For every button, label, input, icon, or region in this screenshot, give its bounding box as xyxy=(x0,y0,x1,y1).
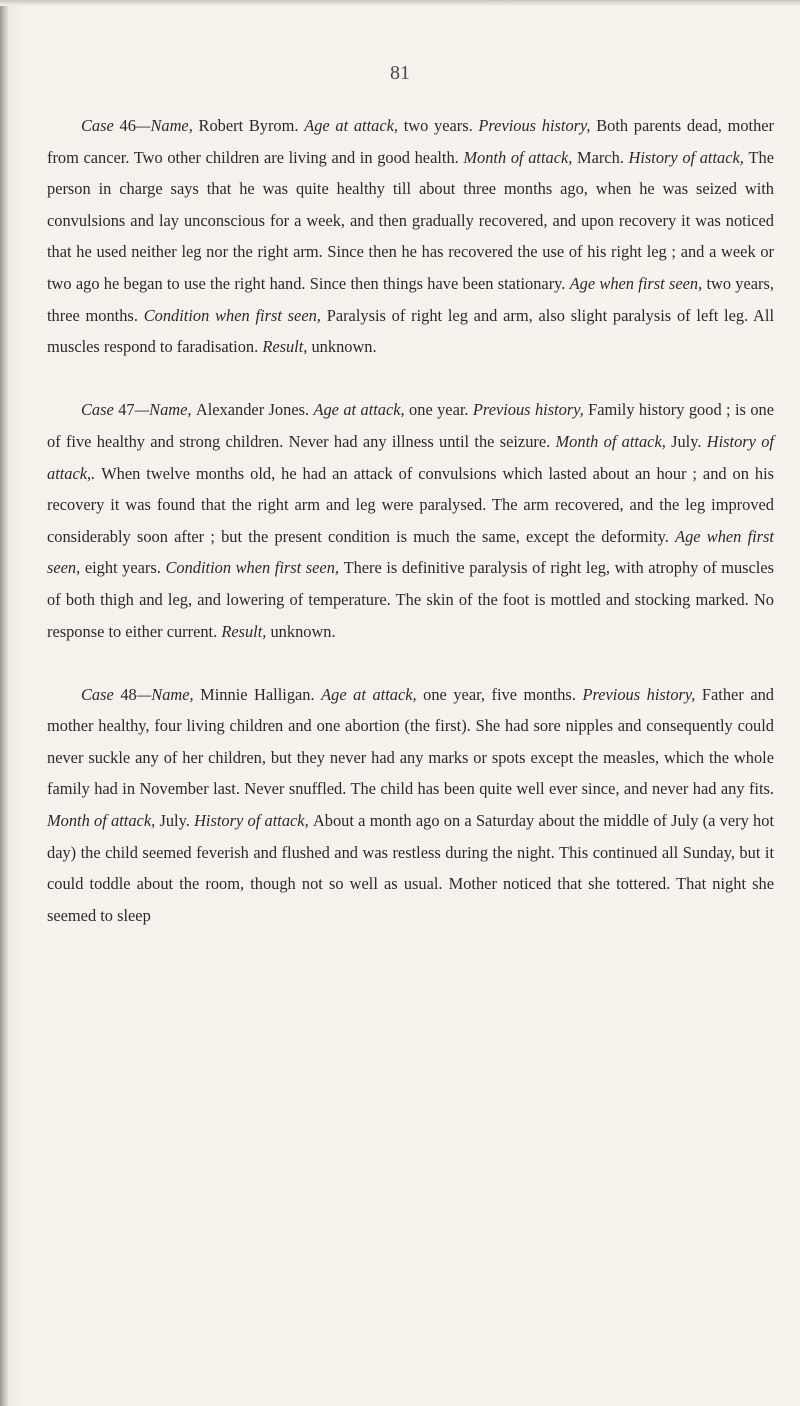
page-spine-shadow xyxy=(0,0,8,1406)
field-text: Both parents dead, mother from cancer. Two other children are living and in good health. xyxy=(47,116,775,167)
field-text: 46 xyxy=(119,116,136,135)
field-text: 48 xyxy=(120,684,137,704)
field-label: Case xyxy=(81,116,120,135)
field-text: Family history good ; is one of five healthy and strong children. Never had any illness until the seizure. xyxy=(47,400,774,451)
field-label: Case xyxy=(81,684,121,704)
field-text: eight years. xyxy=(84,558,166,578)
field-label: Previous history, xyxy=(472,400,589,420)
field-label: —Name, xyxy=(136,684,201,704)
field-text: two years. xyxy=(403,116,479,135)
field-text: one year, five months. xyxy=(423,684,583,704)
field-label: —Name, xyxy=(135,116,199,135)
field-text: Father and mother healthy, four living children and one abortion (the first). She had sore nipples and consequently could never suckle any of her children, but they never had any marks or spots except the measles, which the whole family had in November last. Never snuffled. The child has been quite well ever since, and never had any fits. xyxy=(47,684,774,799)
field-label: History of attack,. xyxy=(47,431,774,483)
field-text: two years, three months. xyxy=(47,273,774,325)
field-text: Minnie Halligan. xyxy=(200,684,322,704)
field-label: History of attack, xyxy=(194,811,313,831)
field-text: Robert Byrom. xyxy=(198,116,305,135)
page-top-edge xyxy=(0,0,800,6)
field-label: Age at attack, xyxy=(304,116,404,135)
case-entry xyxy=(47,394,774,647)
case-entry xyxy=(47,110,774,363)
field-label: Month of attack, xyxy=(47,811,160,831)
field-text: March. xyxy=(577,147,629,167)
field-text: 47 xyxy=(118,400,135,420)
field-label: Condition when first seen, xyxy=(143,305,327,325)
field-label: Age when first seen, xyxy=(47,526,774,578)
field-label: Age when first seen, xyxy=(569,273,707,293)
field-label: Case xyxy=(81,400,119,420)
field-label: Result, xyxy=(262,337,312,357)
field-label: Previous history, xyxy=(582,684,702,704)
field-text: July. xyxy=(159,811,195,831)
field-text: The person in charge says that he was quite healthy till about three months ago, when he was seized with convulsions and lay unconscious for a week, and then gradually recovered, and upon recovery it was noticed that he used neither leg nor the right arm. Since then he has recovered the use of his right leg ; and a week or two ago he began to use the right hand. Since then things have been stationary. xyxy=(47,147,774,293)
field-label: Condition when first seen, xyxy=(165,558,344,578)
page-number: 81 xyxy=(390,62,410,84)
field-label: Result, xyxy=(221,621,271,641)
field-label: Month of attack, xyxy=(463,147,577,167)
field-text: July. xyxy=(671,431,707,451)
field-label: —Name, xyxy=(134,400,196,420)
field-label: Previous history, xyxy=(478,116,597,135)
field-text: unknown. xyxy=(270,621,336,641)
field-label: Age at attack, xyxy=(321,684,424,704)
field-text: About a month ago on a Saturday about the middle of July (a very hot day) the child seemed feverish and flushed and was restless during the night. This continued all Sunday, but it could toddle about the room, though not so well as usual. Mother noticed that she tottered. That night she seemed to sleep xyxy=(47,811,774,925)
field-label: Age at attack, xyxy=(313,400,410,420)
field-text: one year. xyxy=(409,400,473,420)
case-text-block xyxy=(47,110,774,931)
field-text: There is definitive paralysis of right leg, with atrophy of muscles of both thigh and leg, and lowering of temperature. The skin of the foot is mottled and stocking marked. No response to either current. xyxy=(47,558,774,641)
field-label: History of attack, xyxy=(628,147,749,167)
field-text: When twelve months old, he had an attack of convulsions which lasted about an hour ; and on his recovery it was found that the right arm and leg were paralysed. The arm recovered, and the leg improved considerably soon after ; but the present condition is much the same, except the deformity. xyxy=(47,463,775,546)
field-label: Month of attack, xyxy=(555,431,672,451)
field-text: Paralysis of right leg and arm, also slight paralysis of left leg. All muscles respond to faradisation. xyxy=(47,305,775,357)
case-entry xyxy=(47,679,774,932)
field-text: Alexander Jones. xyxy=(195,400,314,420)
field-text: unknown. xyxy=(311,337,377,357)
